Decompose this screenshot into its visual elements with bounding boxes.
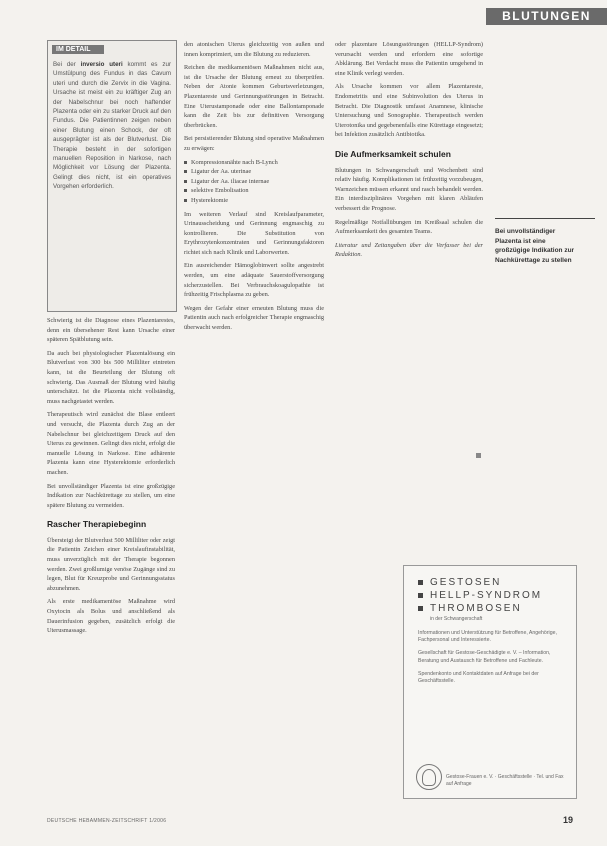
page-number: 19 xyxy=(563,815,574,825)
column-1 xyxy=(47,316,175,640)
col2-paragraph: Reichen die medikamentösen Maßnahmen nicht aus, ist die Ursache der Blutung erneut zu überprüfen. Neben der Atonie kommen Geburtsverletzungen, Plazentareste und Gerinnungsstörungen in Betracht. Eine Uterustamponade oder eine Ballontamponade kann die Zeit bis zur definitiven Versorgung überbrücken. xyxy=(184,64,324,129)
advertisement-box xyxy=(403,565,577,799)
list-item: Hysterektomie xyxy=(184,196,324,206)
ad-text: Spendenkonto und Kontaktdaten auf Anfrage bei der Geschäftsstelle. xyxy=(418,670,539,685)
square-bullet-icon xyxy=(418,593,423,598)
section-tag: BLUTUNGEN xyxy=(486,8,607,25)
col1-heading: Rascher Therapiebeginn xyxy=(47,519,147,530)
col3-paragraph: Regelmäßige Notfallübungen im Kreißsaal schulen die Aufmerksamkeit des gesamten Teams. xyxy=(335,218,483,236)
col3-paragraph: oder plazentare Lösungsstörungen (HELLP-Syndrom) verursacht werden und erfordern eine sofortige Abklärung. Bei Verdacht muss die Patientin umgehend in eine Klinik verlegt werden. xyxy=(335,41,483,77)
col2-paragraph: Wegen der Gefahr einer erneuten Blutung muss die Patientin auch nach erfolgreicher Therapie engmaschig überwacht werden. xyxy=(184,304,324,332)
column-2 xyxy=(184,40,324,337)
journal-footer: DEUTSCHE HEBAMMEN-ZEITSCHRIFT 1/2006 xyxy=(47,818,167,824)
detail-box-term: inversio uteri xyxy=(80,61,123,68)
col1-paragraph: Schwierig ist die Diagnose eines Plazentarestes, denn ein übersehener Rest kann Ursache einer späteren Spätblutung sein. xyxy=(47,317,175,344)
ad-subtitle: in der Schwangerschaft xyxy=(430,616,483,622)
ad-topic xyxy=(418,576,576,589)
col1-paragraph: Da auch bei physiologischer Plazentalösung ein Blutverlust von 300 bis 500 Milliliter eintreten kann, ist die Beurteilung der Blutung oft schwierig. Das Ausmaß der Blutung wird häufig unterschätzt. Ist die Plazenta nicht vollständig, muss nachgetastet werden. xyxy=(47,349,175,405)
col2-paragraph: Bei persistierender Blutung sind operative Maßnahmen zu erwägen: xyxy=(184,135,324,152)
list-item: Ligatur der Aa. uterinae xyxy=(184,167,324,177)
detail-box-text-post: kommt es zur Umstülpung des Fundus in das Cavum uteri und durch die Zervix in die Vagina. Ursache ist meist ein zu kräftiger Zug an der Nabelschnur bei noch haftender Plazenta oder ein zu starker Druck auf den Fundus. Die Patientinnen zeigen neben einer Blutung einen Schock, der oft ausgeprägter ist als der Blutverlust. Die Therapie besteht in der sofortigen manuellen Reposition in Narkose, nach Möglichkeit vor Lösung der Plazenta. Gelingt dies nicht, ist ein operatives Vorgehen erforderlich. xyxy=(53,61,171,191)
col3-paragraph: Als Ursache kommen vor allem Plazentareste, Endometritis und eine Subinvolution des Uterus in Betracht. Die Diagnostik umfasst Anamnese, klinische Untersuchung und Sonographie. Therapeutisch werden Uterotonika und gegebenenfalls eine Kürettage eingesetzt; bei Infektion zusätzlich Antibiotika. xyxy=(335,83,483,139)
square-bullet-icon xyxy=(418,580,423,585)
list-item: selektive Embolisation xyxy=(184,186,324,196)
col1-paragraph: Therapeutisch wird zunächst die Blase entleert und versucht, die Plazenta durch Zug an der Nabelschnur bei gleichzeitigem Druck auf den Uterus zu gewinnen. Gelingt dies nicht, erfolgt die manuelle Lösung in Narkose. Eine adhärente Plazenta kann eine Hysterektomie erforderlich machen. xyxy=(47,411,175,476)
ad-text: Gesellschaft für Gestose-Geschädigte e. V. – Information, Beratung und Austausch für Betroffene und Fachleute. xyxy=(418,650,551,664)
col1-paragraph: Als erste medikamentöse Maßnahme wird Oxytocin als Bolus und anschließend als Dauerinfusion gegeben, zusätzlich erfolgt die Uterusmassage. xyxy=(47,598,175,635)
ad-text: Informationen und Unterstützung für Betroffene, Angehörige, Fachpersonal und Interessierte. xyxy=(418,630,557,644)
ad-topic xyxy=(418,589,576,602)
col3-paragraph: Blutungen in Schwangerschaft und Wochenbett sind relativ häufig. Komplikationen ist frühzeitig vorzubeugen, Warnzeichen müssen erkannt und rasch behandelt werden. Ein interdisziplinäres Vorgehen mit klaren Abläufen verbessert die Prognose. xyxy=(335,166,483,212)
col2-paragraph: Ein ausreichender Hämoglobinwert sollte angestrebt werden, um eine adäquate Sauerstoffversorgung sicherzustellen. Bei Verbrauchskoagulopathie ist frühzeitig Frischplasma zu geben. xyxy=(184,262,324,299)
col2-list xyxy=(184,158,324,206)
detail-box xyxy=(47,40,177,312)
list-item: Ligatur der Aa. iliacae internae xyxy=(184,177,324,187)
organization-logo-icon xyxy=(416,764,442,790)
end-of-article-mark xyxy=(476,453,481,458)
col1-paragraph: Bei unvollständiger Plazenta ist eine großzügige Indikation zur Nachkürettage zu stellen, um eine spätere Blutung zu vermeiden. xyxy=(47,482,175,509)
detail-box-tag: IM DETAIL xyxy=(52,45,104,54)
ad-topic xyxy=(418,602,576,615)
col3-heading: Die Aufmerksamkeit schulen xyxy=(335,148,451,159)
ad-topics xyxy=(418,576,576,615)
column-3 xyxy=(335,40,483,264)
col3-note: Literatur und Zeitangaben über die Verfasser bei der Redaktion. xyxy=(335,241,483,259)
ad-topic-label: HELLP-SYNDROM xyxy=(430,590,543,601)
detail-box-text xyxy=(48,60,176,192)
ad-topic-label: THROMBOSEN xyxy=(430,603,522,614)
list-item: Kompressionsnähte nach B-Lynch xyxy=(184,158,324,168)
detail-box-text-pre: Bei der xyxy=(53,61,81,68)
ad-topic-label: GESTOSEN xyxy=(430,577,502,588)
col2-paragraph: den atonischen Uterus gleichzeitig von außen und innen komprimiert, um die Blutung zu reduzieren. xyxy=(184,41,324,58)
col1-paragraph: Übersteigt der Blutverlust 500 Milliliter oder zeigt die Patientin Zeichen einer Kreislaufinstabilität, muss unverzüglich mit der Therapie begonnen werden. Zwei großlumige venöse Zugänge sind zu legen, Blut für Kreuzprobe und Gerinnungsstatus abzunehmen. xyxy=(47,536,175,592)
callout-rule xyxy=(495,218,595,219)
pull-quote: Bei unvollständiger Plazenta ist eine großzügige Indikation zur Nachkürettage zu stellen xyxy=(495,228,575,264)
square-bullet-icon xyxy=(418,606,423,611)
ad-contact: Gestose-Frauen e. V. · Geschäftsstelle · Tel. und Fax auf Anfrage xyxy=(446,774,564,787)
col2-paragraph: Im weiteren Verlauf sind Kreislaufparameter, Urinausscheidung und Gerinnung engmaschig zu kontrollieren. Die Substitution von Erythrozytenkonzentraten und Gerinnungsfaktoren richtet sich nach Klinik und Laborwerten. xyxy=(184,210,324,256)
